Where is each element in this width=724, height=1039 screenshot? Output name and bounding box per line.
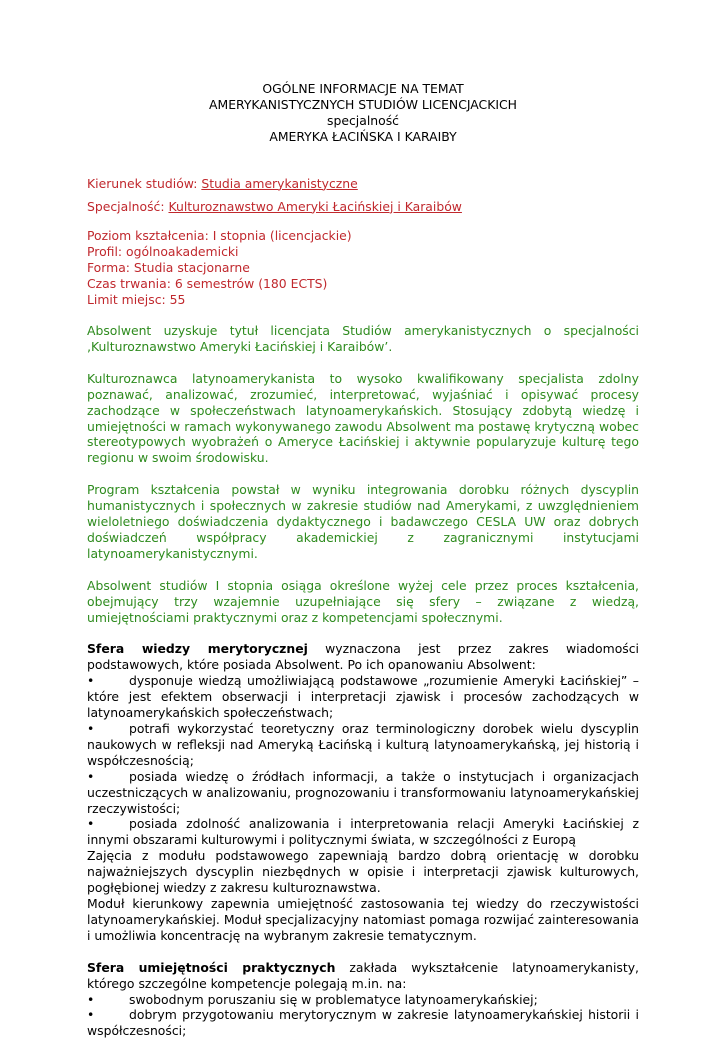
bullet-text: posiada wiedzę o źródłach informacji, a także o instytucjach i organizacjach uczestniczących w analizowaniu, prognozowaniu i transformowaniu latynoamerykańskiej rzeczywistości; <box>87 769 639 816</box>
umiejetnosci-intro <box>87 960 639 992</box>
document-body <box>87 81 639 1039</box>
specjalnosc-label: Specjalność: <box>87 199 168 214</box>
detail-duration: Czas trwania: 6 semestrów (180 ECTS) <box>87 276 639 292</box>
bullet-marker: • <box>87 992 129 1008</box>
list-item <box>87 816 639 848</box>
detail-level: Poziom kształcenia: I stopnia (licencjackie) <box>87 228 639 244</box>
detail-profile: Profil: ogólnoakademicki <box>87 244 639 260</box>
list-item <box>87 1007 639 1039</box>
paragraph-program: Program kształcenia powstał w wyniku integrowania dorobku różnych dyscyplin humanistycznych i społecznych w zakresie studiów nad Amerykami, z uwzględnieniem wieloletniego doświadczenia dydaktycznego i badawczego CESLA UW oraz dobrych doświadczeń współpracy akademickiej z zagranicznymi instytucjami latynoamerykanistycznymi. <box>87 482 639 562</box>
wiedza-bullet-list <box>87 673 639 848</box>
wiedza-after-2: Moduł kierunkowy zapewnia umiejętność zastosowania tej wiedzy do rzeczywistości latynoamerykańskiej. Moduł specjalizacyjny natomiast pomaga rozwijać zainteresowania i umożliwia koncentrację na wybranym zakresie tematycznym. <box>87 896 639 944</box>
document-header <box>87 81 639 145</box>
umiejetnosci-bullet-list <box>87 992 639 1039</box>
kierunek-link[interactable]: Studia amerykanistyczne <box>201 176 357 191</box>
list-item <box>87 769 639 817</box>
bullet-text: posiada zdolność analizowania i interpretowania relacji Ameryki Łacińskiej z innymi obszarami kulturowymi i politycznymi świata, w szczególności z Europą <box>87 816 639 847</box>
list-item <box>87 673 639 721</box>
bullet-marker: • <box>87 816 129 832</box>
umiejetnosci-intro-text: zakłada wykształcenie latynoamerykanisty, którego szczególne kompetencje polegają m.in. na: <box>87 960 639 991</box>
bullet-text: dysponuje wiedzą umożliwiającą podstawowe „rozumienie Ameryki Łacińskiej” – które jest efektem obserwacji i interpretacji zjawisk i procesów zachodzących w latynoamerykańskich społeczeństwach; <box>87 673 639 720</box>
specjalnosc-line <box>87 199 639 215</box>
bullet-marker: • <box>87 721 129 737</box>
header-line-4: AMERYKA ŁACIŃSKA I KARAIBY <box>87 129 639 145</box>
detail-limit: Limit miejsc: 55 <box>87 292 639 308</box>
bullet-text: swobodnym poruszaniu się w problematyce latynoamerykańskiej; <box>129 992 538 1007</box>
kierunek-line <box>87 176 639 192</box>
bullet-text: dobrym przygotowaniu merytorycznym w zakresie latynoamerykańskiej historii i współczesności; <box>87 1007 639 1038</box>
kierunek-label: Kierunek studiów: <box>87 176 201 191</box>
bullet-marker: • <box>87 673 129 689</box>
study-details <box>87 228 639 308</box>
header-line-1: OGÓLNE INFORMACJE NA TEMAT <box>87 81 639 97</box>
paragraph-degree: Absolwent uzyskuje tytuł licencjata Studiów amerykanistycznych o specjalności ‚Kulturoznawstwo Ameryki Łacińskiej i Karaibów’. <box>87 323 639 355</box>
header-line-2: AMERYKANISTYCZNYCH STUDIÓW LICENCJACKICH <box>87 97 639 113</box>
header-line-3: specjalność <box>87 113 639 129</box>
bullet-marker: • <box>87 1007 129 1023</box>
paragraph-specialist: Kulturoznawca latynoamerykanista to wysoko kwalifikowany specjalista zdolny poznawać, analizować, zrozumieć, interpretować, wyjaśniać i opisywać procesy zachodzące w społeczeństwach latynoamerykańskich. Stosujący zdobytą wiedzę i umiejętności w ramach wykonywanego zawodu Absolwent ma postawę krytyczną wobec stereotypowych wyobrażeń o Ameryce Łacińskiej i aktywnie popularyzuje kulturę tego regionu w swoim środowisku. <box>87 371 639 466</box>
wiedza-intro <box>87 641 639 673</box>
bullet-text: potrafi wykorzystać teoretyczny oraz terminologiczny dorobek wielu dyscyplin naukowych w refleksji nad Ameryką Łacińską i kulturą latynoamerykańską, jej historią i współczesnością; <box>87 721 639 768</box>
list-item <box>87 721 639 769</box>
specjalnosc-link[interactable]: Kulturoznawstwo Ameryki Łacińskiej i Karaibów <box>168 199 461 214</box>
umiejetnosci-heading: Sfera umiejętności praktycznych <box>87 960 335 975</box>
wiedza-intro-text: wyznaczona jest przez zakres wiadomości podstawowych, które posiada Absolwent. Po ich opanowaniu Absolwent: <box>87 641 639 672</box>
detail-form: Forma: Studia stacjonarne <box>87 260 639 276</box>
wiedza-after-1: Zajęcia z modułu podstawowego zapewniają bardzo dobrą orientację w dorobku najważniejszych dyscyplin niezbędnych w opisie i interpretacji zjawisk kulturowych, pogłębionej wiedzy z zakresu kulturoznawstwa. <box>87 848 639 896</box>
paragraph-spheres: Absolwent studiów I stopnia osiąga określone wyżej cele przez proces kształcenia, obejmujący trzy wzajemnie uzupełniające się sfery – związane z wiedzą, umiejętnościami praktycznymi oraz z kompetencjami społecznymi. <box>87 578 639 626</box>
bullet-marker: • <box>87 769 129 785</box>
wiedza-heading: Sfera wiedzy merytorycznej <box>87 641 308 656</box>
list-item <box>87 992 639 1008</box>
